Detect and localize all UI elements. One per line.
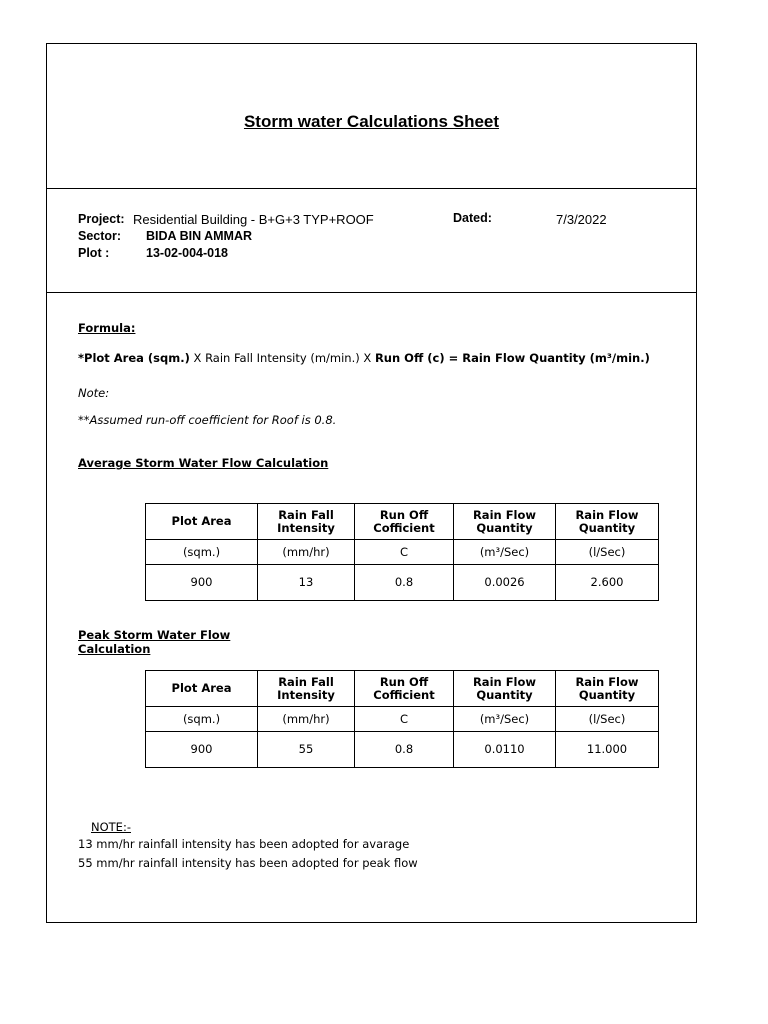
table-values-row	[146, 732, 659, 768]
unit-cell: C	[355, 707, 454, 732]
note-label: Note:	[78, 386, 110, 400]
peak-section-heading-line-2: Calculation	[78, 642, 151, 656]
header-plot-area: Plot Area	[146, 504, 258, 540]
plot-label: Plot :	[78, 246, 110, 260]
unit-cell: (mm/hr)	[258, 540, 355, 565]
divider	[47, 188, 696, 189]
project-value: Residential Building - B+G+3 TYP+ROOF	[133, 212, 374, 227]
formula-part-1: *Plot Area (sqm.)	[78, 351, 190, 365]
notes-line-1: 13 mm/hr rainfall intensity has been adopted for avarage	[78, 837, 410, 851]
header-plot-area: Plot Area	[146, 671, 258, 707]
header-rain-fall-intensity: Rain Fall Intensity	[258, 504, 355, 540]
value-cell: 900	[146, 565, 258, 601]
page-title: Storm water Calculations Sheet	[243, 112, 500, 131]
dated-value: 7/3/2022	[556, 212, 607, 227]
formula-part-3: Run Off (c) = Rain Flow Quantity (m³/min.)	[374, 351, 650, 365]
unit-cell: (l/Sec)	[556, 540, 659, 565]
value-cell: 900	[146, 732, 258, 768]
sector-label: Sector:	[78, 229, 122, 243]
average-section-heading: Average Storm Water Flow Calculation	[78, 456, 329, 470]
formula-text	[78, 351, 650, 365]
header-run-off-coefficient: Run Off Cofficient	[355, 671, 454, 707]
unit-cell: (m³/Sec)	[454, 707, 556, 732]
value-cell: 13	[258, 565, 355, 601]
value-cell: 55	[258, 732, 355, 768]
sector-value: BIDA BIN AMMAR	[146, 229, 253, 243]
table-units-row	[146, 707, 659, 732]
value-cell: 11.000	[556, 732, 659, 768]
unit-cell: C	[355, 540, 454, 565]
dated-label: Dated:	[453, 211, 492, 225]
table-values-row	[146, 565, 659, 601]
value-cell: 0.0026	[454, 565, 556, 601]
plot-value: 13-02-004-018	[146, 246, 229, 260]
unit-cell: (sqm.)	[146, 707, 258, 732]
value-cell: 0.8	[355, 732, 454, 768]
peak-flow-table	[145, 670, 659, 768]
formula-part-2: X Rain Fall Intensity (m/min.) X	[189, 351, 375, 365]
notes-line-2: 55 mm/hr rainfall intensity has been adopted for peak flow	[78, 856, 418, 870]
unit-cell: (m³/Sec)	[454, 540, 556, 565]
formula-heading: Formula:	[78, 321, 136, 335]
project-label: Project:	[78, 212, 125, 226]
value-cell: 0.0110	[454, 732, 556, 768]
header-rain-flow-quantity: Rain Flow Quantity	[454, 671, 556, 707]
header-rain-flow-quantity: Rain Flow Quantity	[556, 671, 659, 707]
table-header-row	[146, 671, 659, 707]
unit-cell: (sqm.)	[146, 540, 258, 565]
unit-cell: (mm/hr)	[258, 707, 355, 732]
value-cell: 2.600	[556, 565, 659, 601]
unit-cell: (l/Sec)	[556, 707, 659, 732]
divider	[47, 292, 696, 293]
header-rain-flow-quantity: Rain Flow Quantity	[556, 504, 659, 540]
average-flow-table	[145, 503, 659, 601]
table-header-row	[146, 504, 659, 540]
note-text: **Assumed run-off coefficient for Roof is 0.8.	[78, 413, 337, 427]
notes-label: NOTE:-	[91, 820, 131, 834]
calculation-sheet	[46, 43, 697, 923]
header-rain-fall-intensity: Rain Fall Intensity	[258, 671, 355, 707]
peak-section-heading-line-1: Peak Storm Water Flow	[78, 628, 231, 642]
value-cell: 0.8	[355, 565, 454, 601]
table-units-row	[146, 540, 659, 565]
header-run-off-coefficient: Run Off Cofficient	[355, 504, 454, 540]
header-rain-flow-quantity: Rain Flow Quantity	[454, 504, 556, 540]
